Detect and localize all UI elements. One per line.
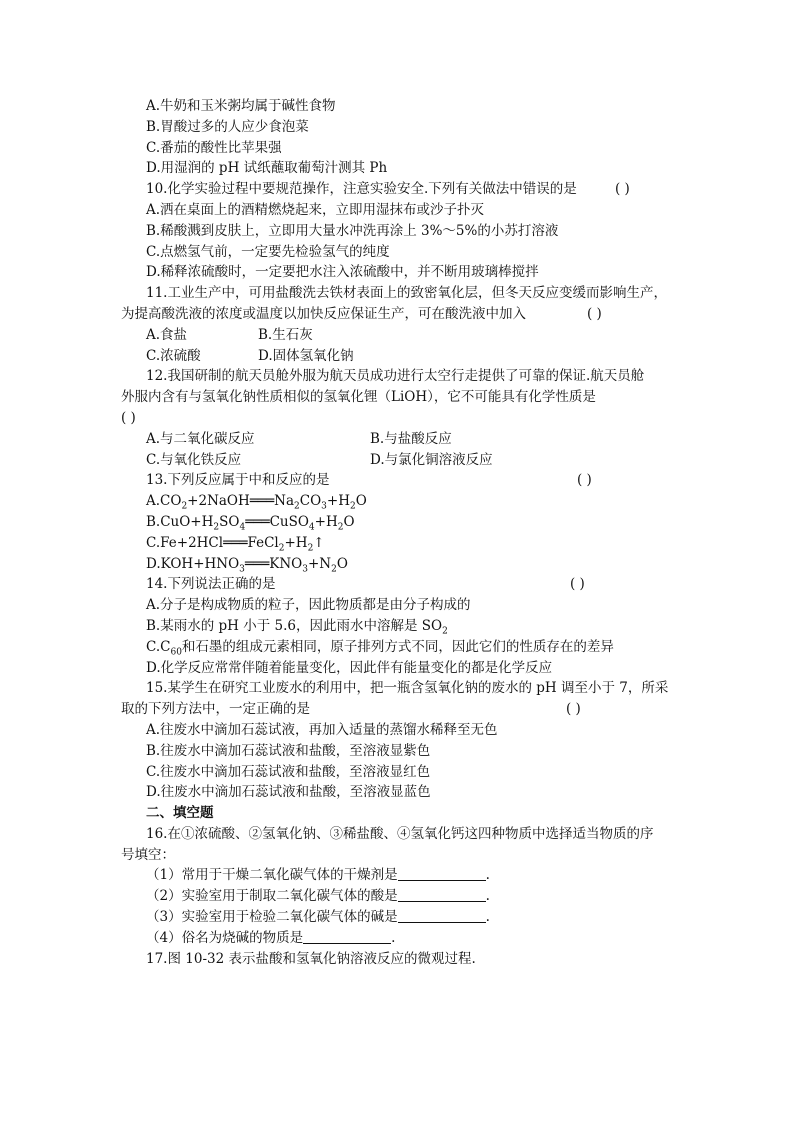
option-a: A.食盐 bbox=[146, 326, 188, 343]
q13-option-a: $A.CO_2+2NaOH═══Na_2CO_3+H_2O$ bbox=[146, 493, 367, 512]
text: 11.工业生产中，可用盐酸洗去铁材表面上的致密氧化层，但冬天反应变缓而影响生产， bbox=[146, 285, 667, 302]
text: 13.下列反应属于中和反应的是 bbox=[146, 472, 330, 489]
q10-option-a bbox=[0, 200, 794, 221]
text: A.往废水中滴加石蕊试液，再加入适量的蒸馏水稀释至无色 bbox=[146, 721, 498, 738]
q16-item-4: （4）俗名为烧碱的物质是 . bbox=[146, 929, 396, 946]
q14-option-a bbox=[0, 595, 794, 616]
q14-option-b: B.某雨水的 pH 小于 5.6，因此雨水中溶解是 $SO_2$ bbox=[146, 617, 448, 637]
q9-option-b bbox=[0, 117, 794, 138]
text: A.牛奶和玉米粥均属于碱性食物 bbox=[146, 98, 336, 114]
text: 号填空： bbox=[121, 846, 175, 863]
answer-paren: ( ) bbox=[121, 409, 136, 426]
q11-options-ab bbox=[0, 325, 794, 346]
page-content bbox=[0, 96, 794, 969]
q11-options-cd bbox=[0, 346, 794, 367]
text: 10.化学实验过程中要规范操作，注意实验安全.下列有关做法中错误的是 bbox=[146, 181, 577, 198]
answer-blank[interactable] bbox=[303, 929, 391, 944]
q14-option-d bbox=[0, 658, 794, 679]
q13-option-c: $C.Fe+2HCl═══FeCl_2+H_2↑$ bbox=[146, 534, 325, 554]
text: B.稀酸溅到皮肤上，立即用大量水冲洗再涂上 3%～5%的小苏打溶液 bbox=[146, 222, 559, 239]
text: B.往废水中滴加石蕊试液和盐酸，至溶液显紫色 bbox=[146, 742, 431, 759]
text: B.胃酸过多的人应少食泡菜 bbox=[146, 118, 309, 135]
q15-option-c bbox=[0, 762, 794, 783]
text: 14.下列说法正确的是 bbox=[146, 576, 276, 593]
text: 16.在①浓硫酸、②氢氧化钠、③稀盐酸、④氢氧化钙这四种物质中选择适当物质的序 bbox=[146, 825, 654, 842]
answer-paren: ( ) bbox=[587, 305, 602, 322]
q16-stem-2 bbox=[0, 845, 794, 866]
text: 取的下列方法中，一定正确的是 bbox=[121, 701, 310, 718]
q14-option-c: $C.C_{60}$和石墨的组成元素相同，原子排列方式不同，因此它们的性质存在的差异 bbox=[146, 638, 614, 658]
text: C.往废水中滴加石蕊试液和盐酸，至溶液显红色 bbox=[146, 763, 431, 780]
text: 15.某学生在研究工业废水的利用中，把一瓶含氢氧化钠的废水的 pH 调至小于 7，所采 bbox=[146, 680, 669, 697]
option-c: C.浓硫酸 bbox=[146, 347, 201, 364]
text: D.用湿润的 pH 试纸蘸取葡萄汁测其 Ph bbox=[146, 160, 388, 177]
option-d: D.固体氢氧化钠 bbox=[258, 347, 354, 364]
option-c: C.与氧化铁反应 bbox=[146, 451, 242, 468]
q15-stem-2 bbox=[0, 699, 794, 720]
text: D.往废水中滴加石蕊试液和盐酸，至溶液显蓝色 bbox=[146, 784, 431, 801]
q13-option-d: $D.KOH+HNO_3═══KNO_3+N_2O$ bbox=[146, 555, 348, 575]
q10-stem bbox=[0, 179, 794, 200]
text: A.洒在桌面上的酒精燃烧起来，立即用湿抹布或沙子扑灭 bbox=[146, 201, 485, 218]
text: 17.图 10-32 表示盐酸和氢氧化钠溶液反应的微观过程. bbox=[146, 950, 476, 967]
text: C.点燃氢气前，一定要先检验氢气的纯度 bbox=[146, 243, 390, 260]
q16-item-3: （3）实验室用于检验二氧化碳气体的碱是 . bbox=[146, 909, 490, 926]
option-b: B.与盐酸反应 bbox=[370, 430, 452, 447]
text: 为提高酸洗液的浓度或温度以加快反应保证生产，可在酸洗液中加入 bbox=[121, 305, 526, 322]
q15-option-b bbox=[0, 741, 794, 762]
text: 外服内含有与氢氧化钠性质相似的氢氧化锂（LiOH），它不可能具有化学性质是 bbox=[121, 389, 596, 406]
q12-stem-1 bbox=[0, 366, 794, 387]
text: （3）实验室用于检验二氧化碳气体的碱是 bbox=[146, 909, 398, 926]
answer-blank[interactable] bbox=[398, 866, 486, 881]
q15-option-d bbox=[0, 782, 794, 803]
text: （4）俗名为烧碱的物质是 bbox=[146, 929, 304, 946]
q14-stem bbox=[0, 574, 794, 595]
text: A.分子是构成物质的粒子，因此物质都是由分子构成的 bbox=[146, 597, 471, 614]
q16-item-2: （2）实验室用于制取二氧化碳气体的酸是 . bbox=[146, 888, 490, 905]
text: 和石墨的组成元素相同，原子排列方式不同，因此它们的性质存在的差异 bbox=[181, 638, 614, 655]
q17-stem bbox=[0, 949, 794, 970]
q16-stem-1 bbox=[0, 824, 794, 845]
q10-option-c bbox=[0, 242, 794, 263]
q16-item-1: （1）常用于干燥二氧化碳气体的干燥剂是 . bbox=[146, 867, 490, 884]
text: （1）常用于干燥二氧化碳气体的干燥剂是 bbox=[146, 867, 398, 884]
answer-paren: ( ) bbox=[615, 181, 630, 198]
q13-stem bbox=[0, 470, 794, 491]
q9-option-d bbox=[0, 158, 794, 179]
answer-blank[interactable] bbox=[398, 908, 486, 923]
q12-stem-2 bbox=[0, 387, 794, 408]
q11-stem-2 bbox=[0, 304, 794, 325]
answer-paren: ( ) bbox=[570, 576, 585, 593]
q10-option-b bbox=[0, 221, 794, 242]
option-a: A.与二氧化碳反应 bbox=[146, 430, 255, 447]
answer-paren: ( ) bbox=[566, 701, 581, 718]
text: C.番茄的酸性比苹果强 bbox=[146, 139, 282, 156]
q12-options-cd bbox=[0, 450, 794, 471]
section-heading bbox=[0, 803, 794, 824]
text: 12.我国研制的航天员舱外服为航天员成功进行太空行走提供了可靠的保证.航天员舱 bbox=[146, 368, 645, 385]
answer-blank[interactable] bbox=[398, 887, 486, 902]
text: 二、填空题 bbox=[146, 805, 214, 822]
answer-paren: ( ) bbox=[577, 472, 592, 489]
q9-option-c bbox=[0, 138, 794, 159]
q10-option-d bbox=[0, 262, 794, 283]
text: （2）实验室用于制取二氧化碳气体的酸是 bbox=[146, 888, 398, 905]
text: D.稀释浓硫酸时，一定要把水注入浓硫酸中，并不断用玻璃棒搅拌 bbox=[146, 264, 539, 281]
q12-stem-3 bbox=[0, 408, 794, 429]
q9-option-a bbox=[0, 96, 794, 117]
q12-options-ab bbox=[0, 429, 794, 450]
text: B.某雨水的 pH 小于 5.6，因此雨水中溶解是 SO bbox=[146, 617, 443, 634]
option-d: D.与氯化铜溶液反应 bbox=[370, 451, 493, 468]
q15-option-a bbox=[0, 720, 794, 741]
q11-stem-1 bbox=[0, 283, 794, 304]
q13-option-b: $B.CuO+H_2SO_4═══CuSO_4+H_2O$ bbox=[146, 513, 355, 533]
text: D.化学反应常常伴随着能量变化，因此伴有能量变化的都是化学反应 bbox=[146, 659, 553, 676]
q15-stem-1 bbox=[0, 678, 794, 699]
option-b: B.生石灰 bbox=[258, 326, 313, 343]
